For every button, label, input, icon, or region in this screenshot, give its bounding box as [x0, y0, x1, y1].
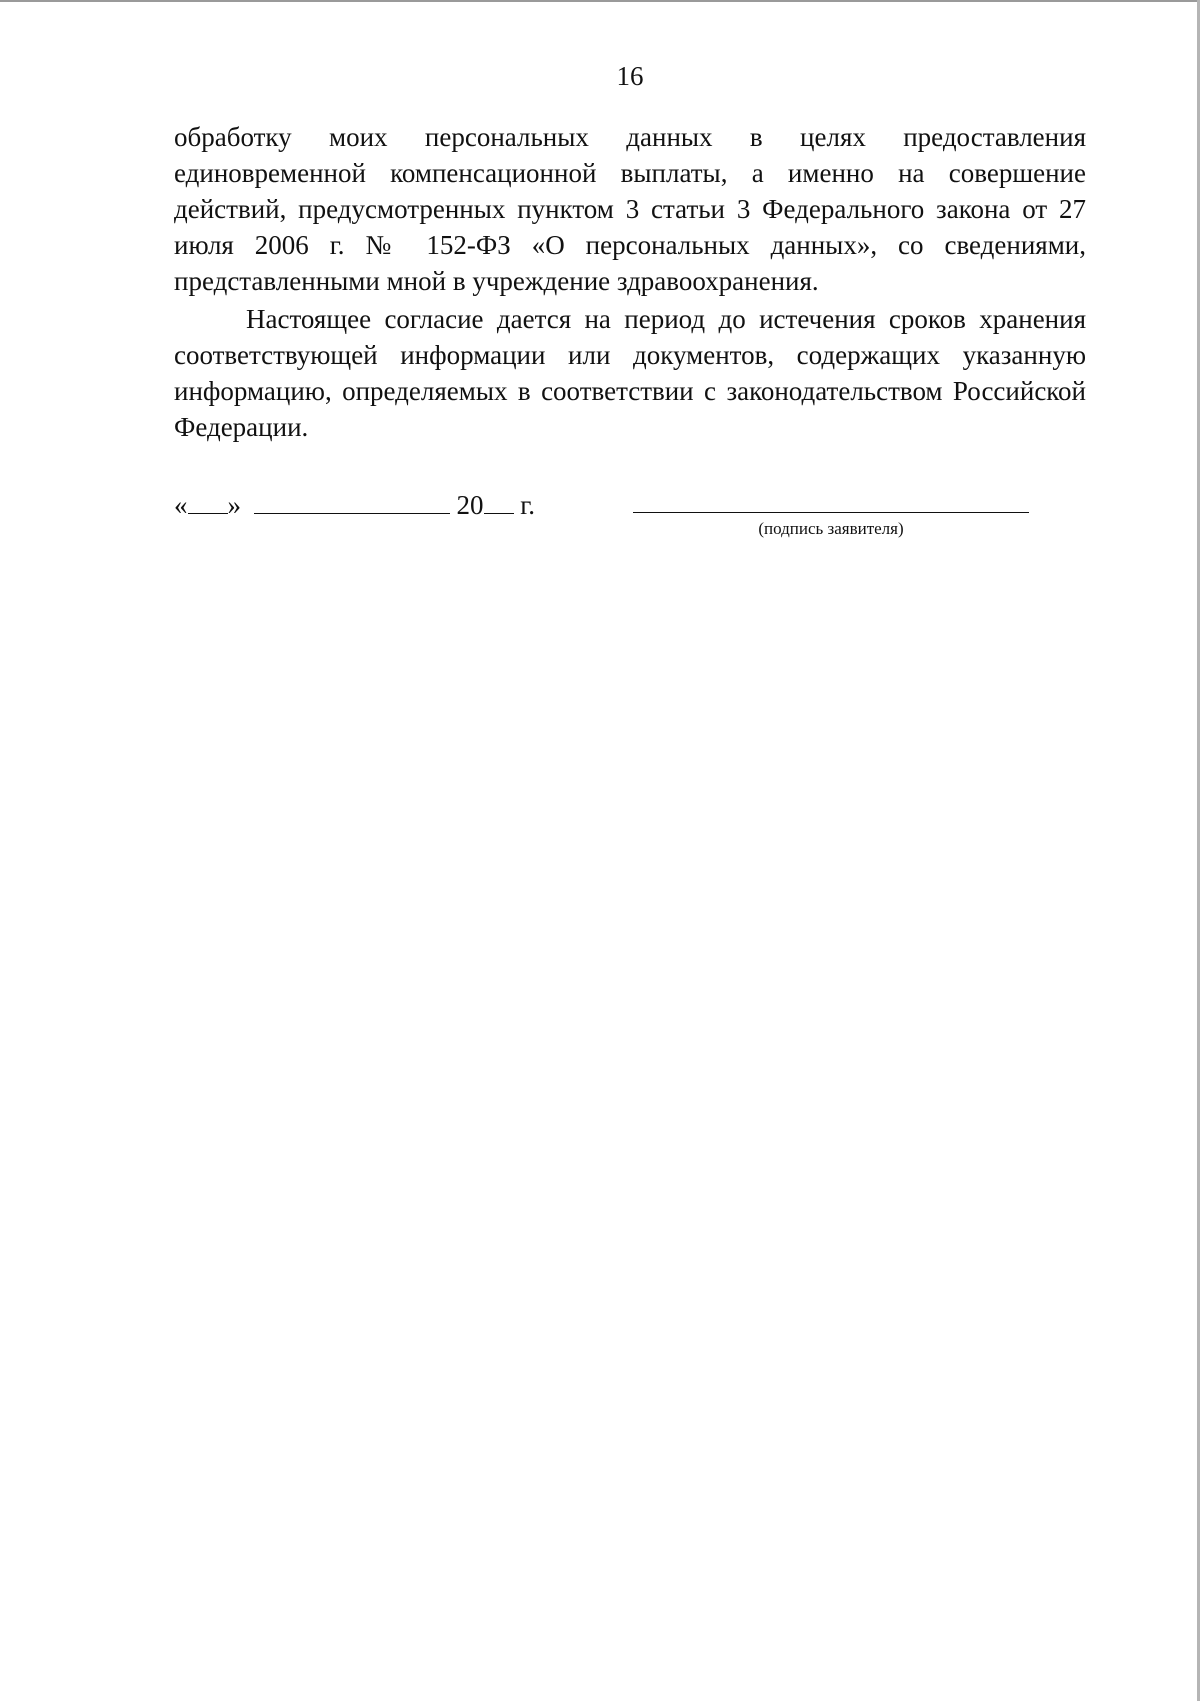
year-suffix: г. — [520, 490, 536, 520]
signature-line[interactable] — [633, 512, 1029, 513]
date-field — [174, 487, 535, 521]
date-open-quote: « — [174, 490, 188, 520]
scan-edge-top — [0, 0, 1200, 2]
page-number: 16 — [616, 61, 644, 91]
day-blank[interactable] — [188, 487, 228, 514]
date-close-quote: » — [227, 490, 241, 520]
month-blank[interactable] — [254, 487, 450, 514]
paragraph-consent-processing: обработку моих персональных данных в целях предоставления единовременной компенсационной выплаты, а именно на совершение действий, предусмотренных пунктом 3 статьи 3 Федерального закона от 27 июля 2006 г. № 152-ФЗ «О персональных данных», со сведениями, представленными мной в учреждение здравоохранения. — [174, 122, 1086, 296]
signature-caption: (подпись заявителя) — [758, 519, 904, 538]
year-blank[interactable] — [484, 487, 514, 514]
year-prefix: 20 — [456, 490, 484, 520]
paragraph-consent-period: Настоящее согласие дается на период до истечения сроков хранения соответствующей информации или документов, содержащих указанную информацию, определяемых в соответствии с законодательством Российской Федерации. — [174, 304, 1086, 442]
